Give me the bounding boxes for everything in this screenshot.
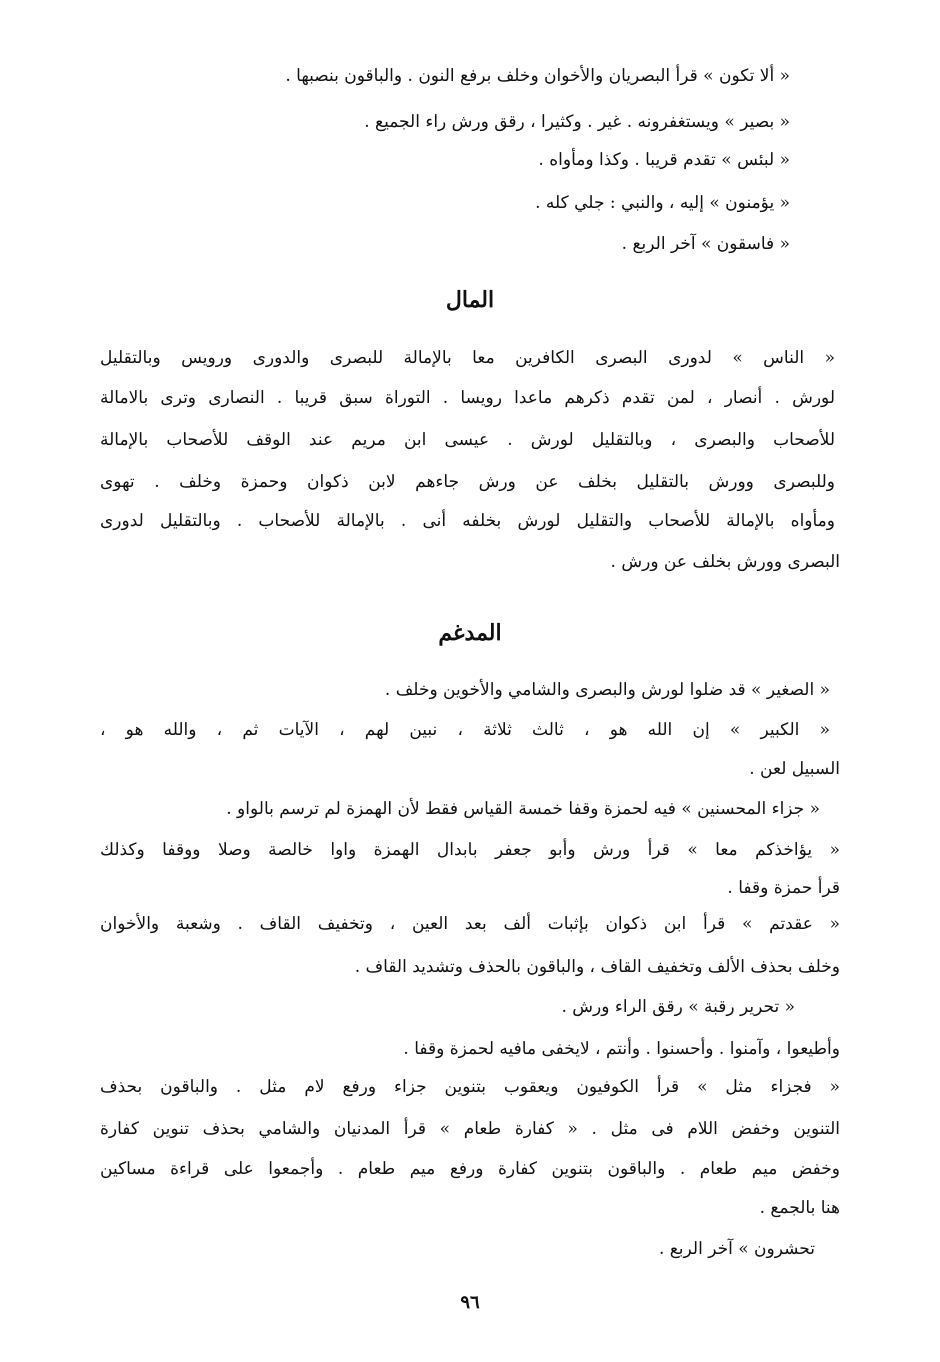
text-line: وللبصرى وورش بالتقليل بخلف عن ورش جاءهم لابن ذكوان وحمزة وخلف . تهوى	[100, 472, 835, 492]
text-line: « عقدتم » قرأ ابن ذكوان بإثبات ألف بعد العين ، وتخفيف القاف . وشعبة والأخوان	[100, 914, 840, 934]
text-line: السبيل لعن .	[749, 759, 840, 779]
text-line: ومأواه بالإمالة للأصحاب والتقليل لورش بخلفه أنى . بالإمالة للأصحاب . وبالتقليل لدورى	[100, 511, 835, 531]
text-line: للأصحاب والبصرى ، وبالتقليل لورش . عيسى ابن مريم عند الوقف للأصحاب بالإمالة	[100, 430, 835, 450]
section-heading-mudgham: المدغم	[438, 620, 502, 646]
text-line: « الكبير » إن الله هو ، ثالث ثلاثة ، نبين لهم ، الآيات ثم ، والله هو ،	[100, 720, 830, 740]
text-line: تحشرون » آخر الربع .	[658, 1239, 815, 1259]
text-line: « فجزاء مثل » قرأ الكوفيون ويعقوب بتنوين جزاء ورفع لام مثل . والباقون بحذف	[100, 1077, 840, 1097]
text-line: « يؤمنون » إليه ، والنبي : جلي كله .	[535, 193, 790, 213]
text-line: البصرى وورش بخلف عن ورش .	[610, 552, 840, 572]
text-line: وخلف بحذف الألف وتخفيف القاف ، والباقون بالحذف وتشديد القاف .	[354, 957, 840, 977]
section-heading-mal: المال	[445, 287, 495, 313]
page-number: ٩٦	[460, 1292, 480, 1313]
text-line: هنا بالجمع .	[759, 1198, 840, 1218]
text-line: « بصير » ويستغفرونه . غير . وكثيرا ، رقق ورش راء الجميع .	[364, 112, 790, 132]
text-line: « الناس » لدورى البصرى الكافرين معا بالإمالة للبصرى والدورى ورويس وبالتقليل	[100, 348, 835, 368]
text-line: قرأ حمزة وقفا .	[727, 878, 840, 898]
text-line: « جزاء المحسنين » فيه لحمزة وقفا خمسة القياس فقط لأن الهمزة لم ترسم بالواو .	[226, 799, 820, 819]
text-line: لورش . أنصار ، لمن تقدم ذكرهم ماعدا رويسا . التوراة سبق قريبا . النصارى وترى بالامالة	[100, 388, 835, 408]
text-line: « ألا تكون » قرأ البصريان والأخوان وخلف برفع النون . والباقون بنصبها .	[285, 66, 790, 86]
text-line: « يؤاخذكم معا » قرأ ورش وأبو جعفر بابدال الهمزة واوا خالصة وصلا ووقفا وكذلك	[100, 840, 840, 860]
text-line: « فاسقون » آخر الربع .	[621, 234, 790, 254]
text-line: التنوين وخفض اللام فى مثل . « كفارة طعام » قرأ المدنيان والشامي بحذف تنوين كفارة	[100, 1119, 840, 1139]
text-line: « لبئس » تقدم قريبا . وكذا ومأواه .	[538, 150, 790, 170]
text-line: « الصغير » قد ضلوا لورش والبصرى والشامي والأخوين وخلف .	[384, 680, 830, 700]
text-line: وخفض ميم طعام . والباقون بتنوين كفارة ورفع ميم طعام . وأجمعوا على قراءة مساكين	[100, 1159, 840, 1179]
text-line: وأطيعوا ، وآمنوا . وأحسنوا . وأنتم ، لايخفى مافيه لحمزة وقفا .	[403, 1039, 840, 1059]
text-line: « تحرير رقبة » رقق الراء ورش .	[561, 997, 795, 1017]
